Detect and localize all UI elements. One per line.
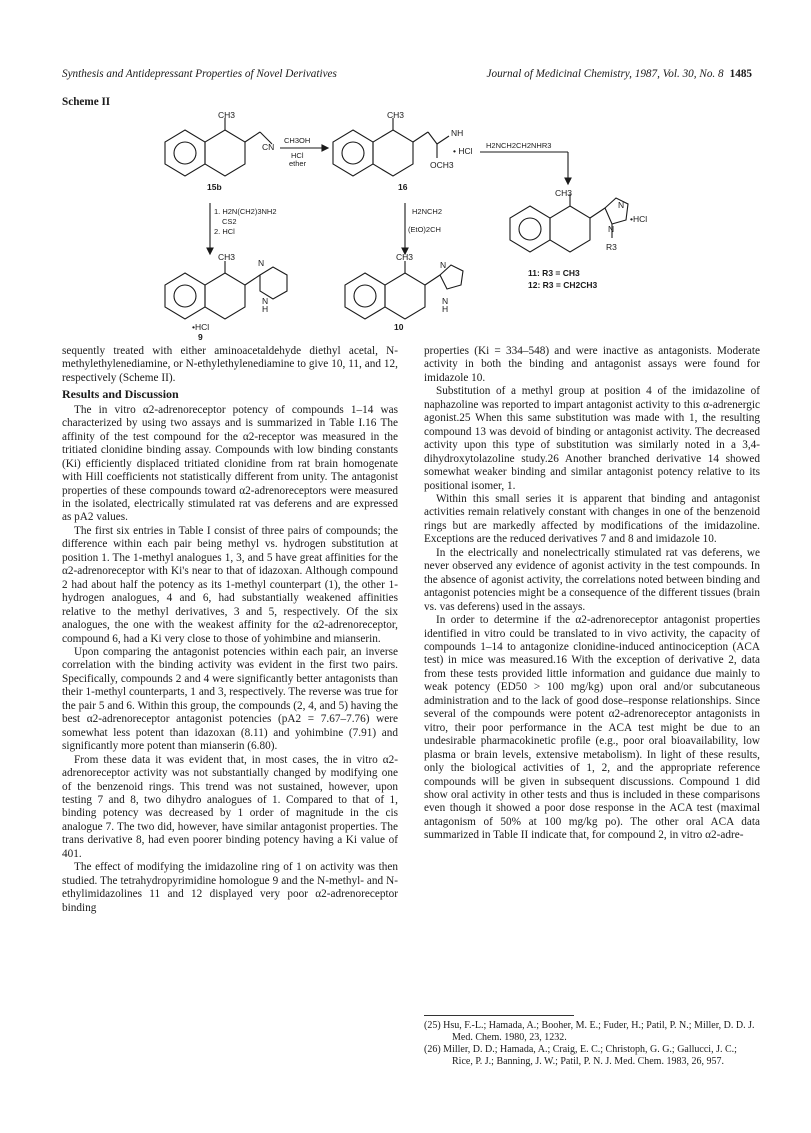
ch3-label-15b: CH3 <box>218 110 236 120</box>
cn-label: CN <box>262 142 275 152</box>
reagent-right: H2NCH2CH2NHR3 <box>486 141 552 150</box>
paragraph: In the electrically and nonelectrically stimulated rat vas deferens, we never observed any evidence of agonist activity in the test compounds. In the absence of agonist activity, the correlations noted between binding and antagonist potencies might be a consequence of the different tissues (brain vs. vas deferens) used in the assays. <box>424 546 760 613</box>
n-label-10b: N <box>442 296 449 306</box>
paragraph: The in vitro α2-adrenoreceptor potency of compounds 1–14 was characterized by using two assays and is summarized in Table I.16 The affinity of the test compound for the α2-receptor was measured in the tritiated clonidine binding assay. Compounds with low binding constants (Ki) efficiently displaced tritiated clonidine from rat brain homogenate with Hill coefficients not statistically different from unity. The antagonist properties of these compounds toward α2-adrenoreceptors were measured in the isolated, electrically stimulated rat vas deferens and are expressed as pA2 values. <box>62 403 398 524</box>
reference-25: (25) Hsu, F.-L.; Hamada, A.; Booher, M. E.; Fuder, H.; Patil, P. N.; Miller, D. D. J. Med. Chem. 1980, 23, 1232. <box>424 1020 755 1043</box>
arrow1-reagent-mid: HCl <box>291 151 304 160</box>
paragraph: From these data it was evident that, in most cases, the in vitro α2-adrenoreceptor activity was not substantially changed by modifying one of the benzenoid rings. This trend was not sustained, however, upon testing 7 and 8, two dihydro analogues of 1. Compared to that of 1, binding potency was decreased by 1 order of magnitude in the cis analogue 7. The two did, however, have similar antagonist properties. The trans derivative 8, had even poorer binding potency having a Ki value of 401. <box>62 753 398 860</box>
reaction-scheme <box>150 108 650 340</box>
paragraph: In order to determine if the α2-adrenoreceptor antagonist properties identified in vitro could be translated to in vivo activity, the capacity of compounds 1–14 to antagonize clonidine-induced antinociception (ACA test) in mice was measured.16 With the exception of derivative 2, data from these tests provided little information and guidance due mainly to weak potency (ED50 > 100 mg/kg) upon oral and/or subcutaneous administration and to the lack of good dose–response relationships. Since several of the compounds were potent α2-adrenoreceptor antagonists in vitro, their poor performance in the ACA test might be due to an undesirable pharmacokinetic profile (e.g., poor oral bioavailability, low plasma or brain levels, extensive metabolism). In light of these results, only the biological activities of 1, 2, and the appropriate reference compounds will be given in subsequent discussions. Compound 1 did show oral activity in other tests and thus is included in these comparisons even though it showed a poor dose response in the ACA test (maximal antagonism of 50% at 100 mg/kg po). The other oral ACA data summarized in Table II indicate that, for compound 2, in vitro α2-adre- <box>424 614 760 842</box>
down1-reagent-2: CS2 <box>222 217 237 226</box>
hcl-label-16: • HCl <box>453 146 473 156</box>
h-label-10: H <box>442 304 449 314</box>
och3-label: OCH3 <box>430 160 454 170</box>
h-label-9: H <box>262 304 269 314</box>
compound-11-label: 11: R3 = CH3 <box>528 268 580 278</box>
n-label-9a: N <box>258 258 265 268</box>
compound-12-label: 12: R3 = CH2CH3 <box>528 280 598 290</box>
compound-9-structure <box>165 261 287 319</box>
compound-16-label: 16 <box>398 182 408 192</box>
paragraph: The effect of modifying the imidazoline ring of 1 on activity was then studied. The tetrahydropyrimidine homologue 9 and the N-methyl- and N-ethylimidazolines 11 and 12 displayed very poor α2-adrenoreceptor binding <box>62 861 398 914</box>
ch3-label-10: CH3 <box>396 252 414 262</box>
section-heading: Results and Discussion <box>62 387 179 402</box>
down2-reagent-1: H2NCH2 <box>412 207 443 216</box>
compound-10-label: 10 <box>394 322 404 332</box>
down2-reagent-2: (EtO)2CH <box>408 225 441 234</box>
ch3-label-11: CH3 <box>555 188 573 198</box>
hcl-label-9: •HCl <box>192 322 210 332</box>
ch3-label-9: CH3 <box>218 252 236 262</box>
ch3-label-16: CH3 <box>387 110 405 120</box>
nh-label: NH <box>451 128 464 138</box>
reference-26: (26) Miller, D. D.; Hamada, A.; Craig, E. C.; Christoph, G. G.; Gallucci, J. C.; Rice, P. J.; Banning, J. W.; Patil, P. N. J. Med. Chem. 1983, 26, 957. <box>424 1044 737 1067</box>
arrow1-reagent-bottom: ether <box>289 159 307 168</box>
hcl-label-11: •HCl <box>630 214 648 224</box>
compound-9-label: 9 <box>198 332 203 340</box>
paragraph: The first six entries in Table I consist of three pairs of compounds; the difference within each pair being methyl vs. hydrogen substitution at position 1. The 1-methyl analogues 1, 3, and 5 have great affinities for the α2-adrenoreceptor with Ki's near to that of idazoxan. Although compound 2 had about half the potency as its 1-methyl counterpart (1), the other 1-hydrogen analogues, 4 and 6, had substantially weakened affinities relative to the methyl derivatives, 3 and 5, respectively. Of the six analogues, the one with the weakest affinity for the α2-adrenoreceptor, compound 6, had a Ki very close to those of yohimbine and mianserin. <box>62 524 398 645</box>
arrow1-reagent-top: CH3OH <box>284 136 311 145</box>
right-column <box>424 345 760 843</box>
paragraph: sequently treated with either aminoacetaldehyde diethyl acetal, N-methylethylenediamine, or N-ethylethylenediamine to give 10, 11, and 12, respectively (Scheme II). <box>62 345 398 384</box>
compound-15b-label: 15b <box>207 182 222 192</box>
down1-reagent-3: 2. HCl <box>214 227 235 236</box>
references-rule <box>424 1015 574 1016</box>
r3-label: R3 <box>606 242 617 252</box>
journal-citation: Journal of Medicinal Chemistry, 1987, Vol. 30, No. 8 1485 <box>486 68 752 80</box>
left-column <box>62 345 398 915</box>
paragraph: Upon comparing the antagonist potencies within each pair, an inverse correlation with the binding activity was evident in the first two pairs. Specifically, compounds 2 and 4 were significantly better antagonists than their 1-methyl counterparts, 1 and 3, respectively. The reverse was true for the pair 5 and 6. Within this group, the compounds (2, 4, and 5) having the best α2-adrenoreceptor antagonist potencies (pA2 = 7.67–7.76) were somewhat less potent than idazoxan (8.11) and yohimbine (7.91) and significantly more potent than mianserin (6.80). <box>62 645 398 753</box>
paragraph: Within this small series it is apparent that binding and antagonist activities remain relatively constant with changes in one of the benzenoid rings but are markedly affected by modifications of the imidazoline. Exceptions are the reduced derivatives 7 and 8 and imidazole 10. <box>424 492 760 546</box>
n-label-11a: N <box>618 200 625 210</box>
compound-15b-structure <box>165 118 275 176</box>
references <box>424 1015 760 1068</box>
page-number: 1485 <box>729 68 752 80</box>
paragraph: properties (Ki = 334–548) and were inactive as antagonists. Moderate activity in both the binding and antagonist assays were found for imidazole 10. <box>424 345 760 384</box>
scheme-title: Scheme II <box>62 96 111 108</box>
n-label-9b: N <box>262 296 269 306</box>
n-label-11b: N <box>608 224 615 234</box>
n-label-10a: N <box>440 260 447 270</box>
running-title: Synthesis and Antidepressant Properties of Novel Derivatives <box>62 68 337 80</box>
down1-reagent-1: 1. H2N(CH2)3NH2 <box>214 207 277 216</box>
paragraph: Substitution of a methyl group at position 4 of the imidazoline of naphazoline was reported to impart antagonist activity to this α-adrenergic agonist.25 When this same substitution was made with 1, the resulting compound 13 was devoid of binding or antagonist activity. The decreased activity upon this type of substitution was similarly noted in a 3,4-dihydroxytolazoline study.26 Another branched derivative 14 showed somewhat weaker binding and similar antagonist potency relative to its positional isomer, 1. <box>424 385 760 492</box>
